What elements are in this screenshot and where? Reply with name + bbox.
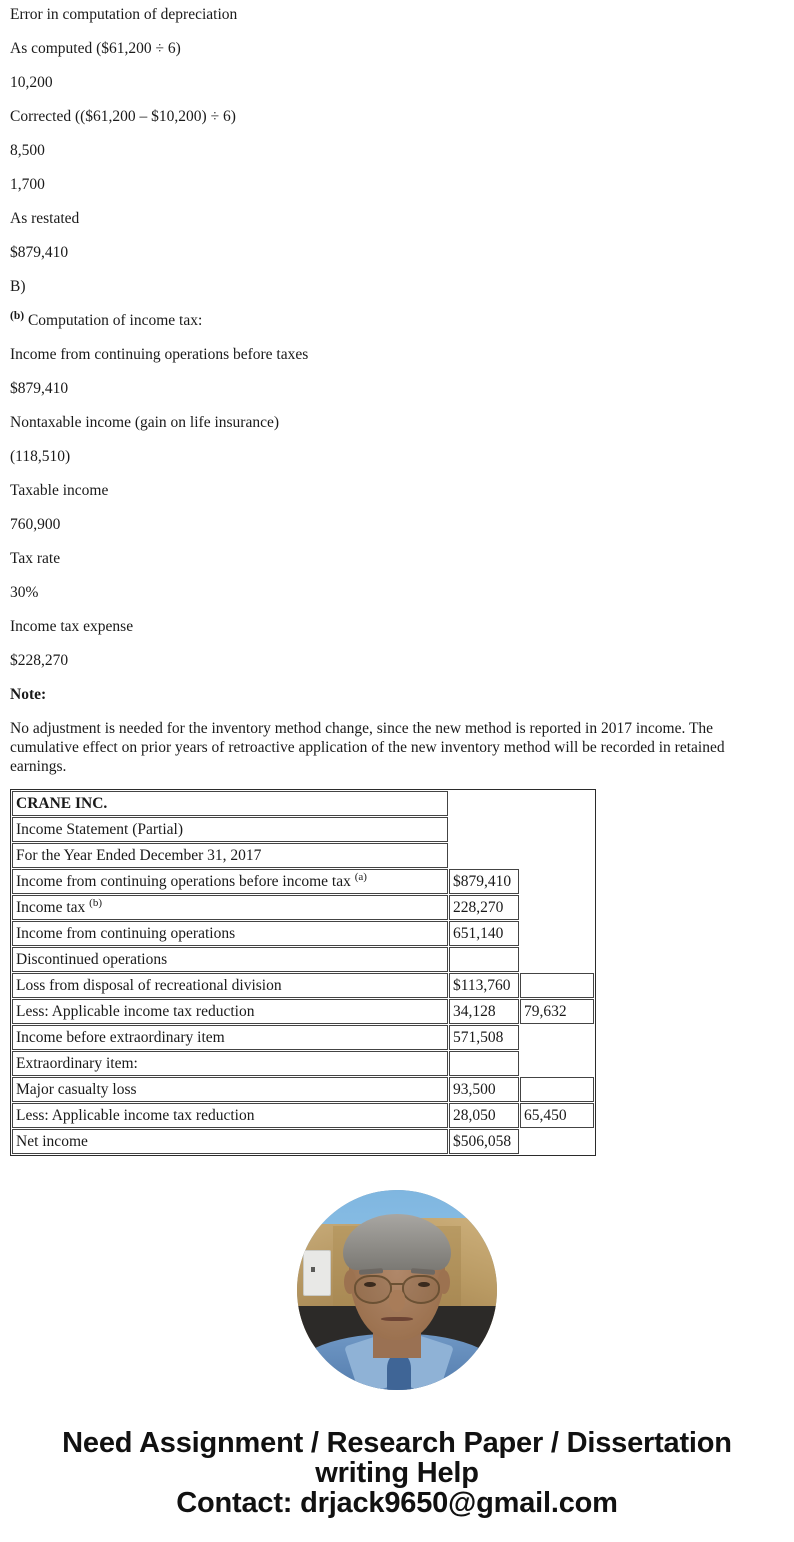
avatar-eyeglass-bridge bbox=[390, 1283, 404, 1285]
row-amount-secondary bbox=[520, 895, 594, 920]
row-amount-primary: $506,058 bbox=[449, 1129, 519, 1154]
answer-line: Tax rate bbox=[10, 550, 61, 567]
row-amount-secondary bbox=[520, 1025, 594, 1050]
part-b-heading bbox=[10, 311, 784, 330]
row-amount-secondary: 65,450 bbox=[520, 1103, 594, 1128]
row-amount-secondary bbox=[520, 947, 594, 972]
answer-line: $879,410 bbox=[10, 380, 69, 397]
row-amount-primary bbox=[449, 947, 519, 972]
avatar-background-switchplate bbox=[303, 1250, 331, 1296]
answer-lines-part-a bbox=[10, 0, 784, 296]
answer-line: $879,410 bbox=[10, 244, 69, 261]
row-amount-primary bbox=[449, 1051, 519, 1076]
avatar-eye-left bbox=[364, 1282, 376, 1287]
part-b-marker-line: B) bbox=[10, 278, 26, 295]
table-row bbox=[12, 1077, 594, 1102]
row-label: Net income bbox=[12, 1129, 448, 1154]
row-amount-primary: 571,508 bbox=[449, 1025, 519, 1050]
statement-subtitle: Income Statement (Partial) bbox=[12, 817, 448, 842]
row-amount-secondary bbox=[520, 973, 594, 998]
empty-cell bbox=[520, 843, 594, 868]
row-amount-primary: $113,760 bbox=[449, 973, 519, 998]
answer-line: Error in computation of depreciation bbox=[10, 6, 238, 23]
answer-line: 8,500 bbox=[10, 142, 45, 159]
table-row bbox=[12, 973, 594, 998]
row-amount-primary: 28,050 bbox=[449, 1103, 519, 1128]
row-label: Income before extraordinary item bbox=[12, 1025, 448, 1050]
row-label-text: Income from continuing operations before income tax bbox=[16, 872, 351, 890]
table-row-subtitle bbox=[12, 817, 594, 842]
avatar-eyeglass-lens-right bbox=[402, 1275, 440, 1304]
answer-line: 1,700 bbox=[10, 176, 45, 193]
empty-cell bbox=[449, 843, 519, 868]
statement-company-name: CRANE INC. bbox=[12, 791, 448, 816]
table-row bbox=[12, 869, 594, 894]
answer-line: $228,270 bbox=[10, 652, 69, 669]
part-b-superscript-label: (b) bbox=[10, 309, 25, 322]
note-body: No adjustment is needed for the inventory method change, since the new method is reported in 2017 income. The cumulative effect on prior years of retroactive application of the new inventory method will be recorded in retained earnings. bbox=[10, 720, 725, 776]
promo-line-1: Need Assignment / Research Paper / Dissertation bbox=[62, 1426, 732, 1459]
row-amount-primary: 651,140 bbox=[449, 921, 519, 946]
table-row bbox=[12, 999, 594, 1024]
empty-cell bbox=[520, 791, 594, 816]
row-amount-secondary bbox=[520, 869, 594, 894]
income-statement-table bbox=[10, 789, 596, 1156]
table-row-net-income bbox=[12, 1129, 594, 1154]
row-amount-secondary bbox=[520, 1129, 594, 1154]
statement-period: For the Year Ended December 31, 2017 bbox=[12, 843, 448, 868]
table-row bbox=[12, 1051, 594, 1076]
avatar-eye-right bbox=[418, 1282, 430, 1287]
table-row bbox=[12, 1103, 594, 1128]
table-row bbox=[12, 921, 594, 946]
row-amount-primary: 228,270 bbox=[449, 895, 519, 920]
row-amount-primary: 93,500 bbox=[449, 1077, 519, 1102]
row-amount-secondary bbox=[520, 1051, 594, 1076]
row-label-text: Income tax bbox=[16, 898, 86, 916]
avatar-tie bbox=[387, 1354, 411, 1390]
answer-line: Taxable income bbox=[10, 482, 109, 499]
avatar bbox=[297, 1190, 497, 1390]
answer-line: As computed ($61,200 ÷ 6) bbox=[10, 40, 181, 57]
answer-lines-part-b bbox=[10, 311, 784, 777]
promo-contact-line: Contact: drjack9650@gmail.com bbox=[176, 1486, 618, 1519]
avatar-row bbox=[10, 1190, 784, 1390]
answer-line: Nontaxable income (gain on life insurance) bbox=[10, 414, 279, 431]
part-b-heading-text: Computation of income tax: bbox=[27, 312, 203, 329]
row-label: Major casualty loss bbox=[12, 1077, 448, 1102]
row-label: Less: Applicable income tax reduction bbox=[12, 1103, 448, 1128]
answer-line: 760,900 bbox=[10, 516, 61, 533]
table-row bbox=[12, 895, 594, 920]
avatar-mouth bbox=[381, 1317, 413, 1321]
empty-cell bbox=[449, 817, 519, 842]
row-label: Extraordinary item: bbox=[12, 1051, 448, 1076]
row-label: Loss from disposal of recreational division bbox=[12, 973, 448, 998]
income-statement-table-wrap bbox=[10, 789, 784, 1156]
row-label: Income from continuing operations bbox=[12, 921, 448, 946]
row-label bbox=[12, 895, 448, 920]
answer-line: As restated bbox=[10, 210, 80, 227]
note-label: Note: bbox=[10, 686, 47, 703]
row-amount-primary: $879,410 bbox=[449, 869, 519, 894]
row-amount-secondary bbox=[520, 1077, 594, 1102]
table-row-period bbox=[12, 843, 594, 868]
table-row bbox=[12, 947, 594, 972]
row-amount-secondary bbox=[520, 921, 594, 946]
promo-footer bbox=[10, 1428, 784, 1542]
footnote-mark-b: (b) bbox=[89, 896, 102, 909]
empty-cell bbox=[520, 817, 594, 842]
row-amount-primary: 34,128 bbox=[449, 999, 519, 1024]
avatar-eyeglass-lens-left bbox=[354, 1275, 392, 1304]
table-row bbox=[12, 1025, 594, 1050]
answer-line: Income tax expense bbox=[10, 618, 134, 635]
empty-cell bbox=[449, 791, 519, 816]
answer-line: Income from continuing operations before taxes bbox=[10, 346, 309, 363]
row-label: Discontinued operations bbox=[12, 947, 448, 972]
row-label: Less: Applicable income tax reduction bbox=[12, 999, 448, 1024]
answer-line: Corrected (($61,200 – $10,200) ÷ 6) bbox=[10, 108, 236, 125]
avatar-nose bbox=[389, 1290, 405, 1312]
answer-line: 30% bbox=[10, 584, 39, 601]
answer-line: (118,510) bbox=[10, 448, 71, 465]
promo-line-2: writing Help bbox=[315, 1456, 479, 1489]
row-amount-secondary: 79,632 bbox=[520, 999, 594, 1024]
row-label bbox=[12, 869, 448, 894]
footnote-mark-a: (a) bbox=[354, 870, 367, 883]
answer-line: 10,200 bbox=[10, 74, 53, 91]
table-row-company bbox=[12, 791, 594, 816]
